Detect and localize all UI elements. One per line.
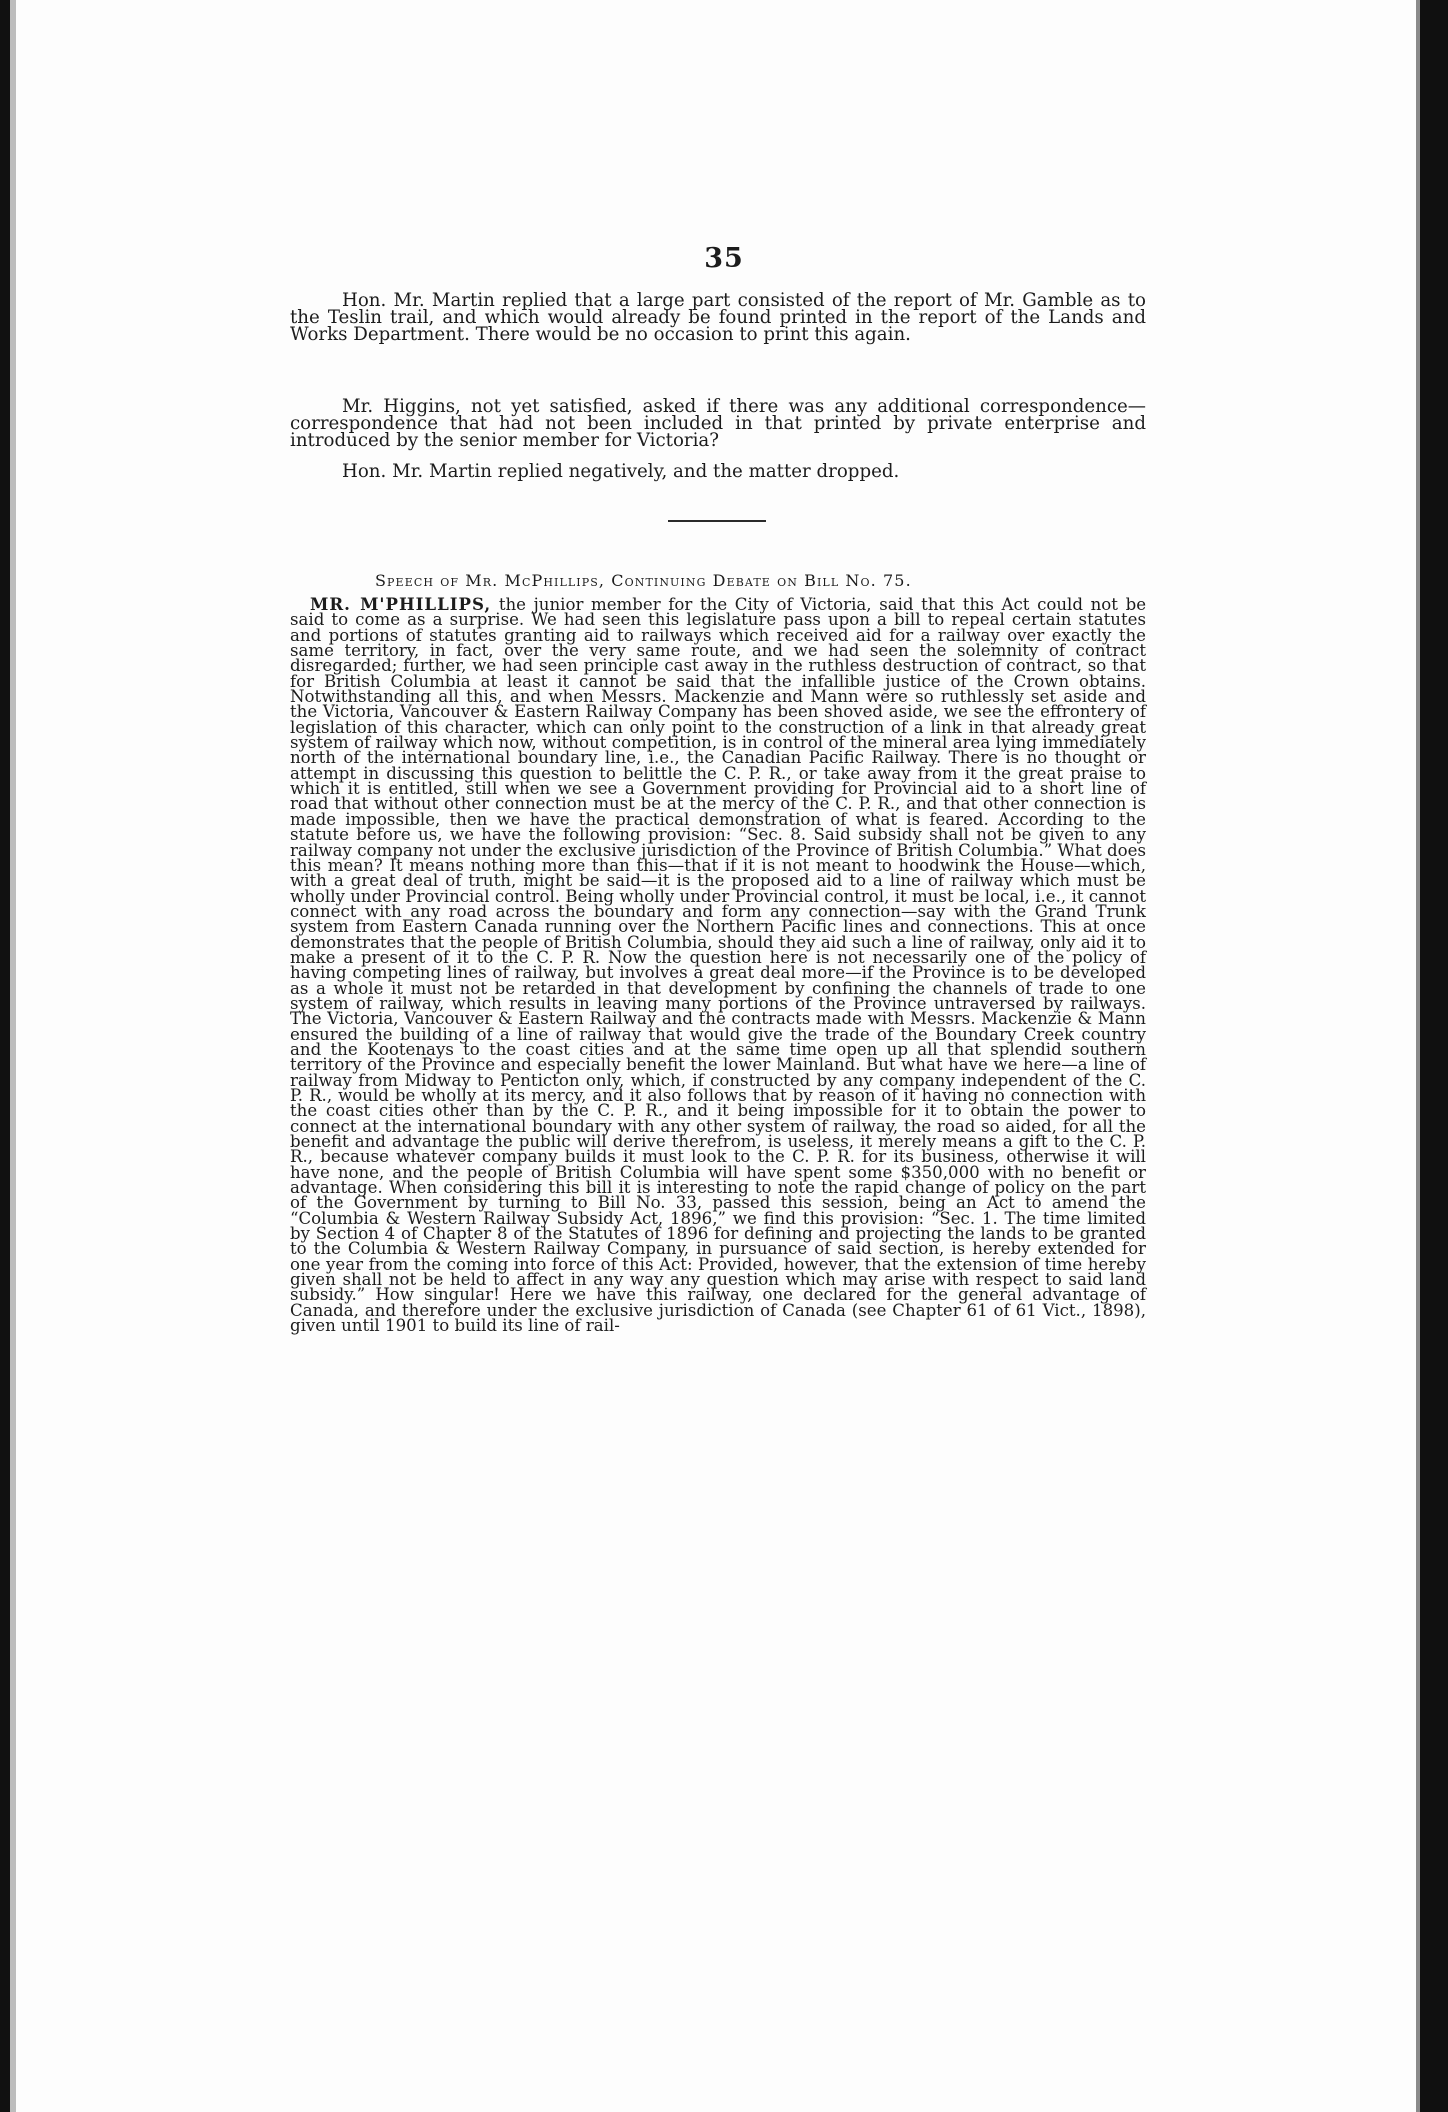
section-divider (668, 520, 766, 522)
paragraph-text: Mr. Higgins, not yet satisfied, asked if there was any additional correspondence—correspondence that had not been included in that printed by private enterprise and introduced by the senior member for Victoria? (290, 396, 1146, 451)
exchange-paragraph-1 (290, 292, 1146, 343)
binding-shadow-left (0, 0, 10, 2112)
page-number: 35 (704, 243, 744, 274)
speech-text: the junior member for the City of Victoria, said that this Act could not be said to come as a surprise. We had seen this legislature pass upon a bill to repeal certain statutes and portions of statutes granting aid to railways which received aid for a railway over exactly the same territory, in fact, over the very same route, and we had seen the solemnity of contract disregarded; further, we had seen principle cast away in the ruthless destruction of contract, so that for British Columbia at least it cannot be said that the infallible justice of the Crown obtains. Notwithstanding all this, and when Messrs. Mackenzie and Mann were so ruthlessly set aside and the Victoria, Vancouver & Eastern Railway Company has been shoved aside, we see the effrontery of legislation of this character, which can only point to the construction of a link in that already great system of railway which now, without competition, is in control of the mineral area lying immediately north of the international boundary line, i.e., the Canadian Pacific Railway. There is no thought or attempt in discussing this question to belittle the C. P. R., or take away from it the great praise to which it is entitled, still when we see a Government providing for Provincial aid to a short line of road that without other connection must be at the mercy of the C. P. R., and that other connection is made impossible, then we have the practical demonstration of what is feared. According to the statute before us, we have the following provision: “Sec. 8. Said subsidy shall not be given to any railway company not under the exclusive jurisdiction of the Province of British Columbia.” What does this mean? It means nothing more than this—that if it is not meant to hoodwink the House—which, with a great deal of truth, might be said—it is the proposed aid to a line of railway which must be wholly under Provincial control. Being wholly under Provincial control, it must be local, i.e., it cannot connect with any road across the boundary and form any connection—say with the Grand Trunk system from Eastern Canada running over the Northern Pacific lines and connections. This at once demonstrates that the people of British Columbia, should they aid such a line of railway, only aid it to make a present of it to the C. P. R. Now the question here is not necessarily one of the policy of having competing lines of railway, but involves a great deal more—if the Province is to be developed as a whole it must not be retarded in that development by confining the channels of trade to one system of railway, which results in leaving many portions of the Province untraversed by railways. The Victoria, Vancouver & Eastern Railway and the contracts made with Messrs. Mackenzie & Mann ensured the building of a line of railway that would give the trade of the Boundary Creek country and the Kootenays to the coast cities and at the same time open up all that splendid southern territory of the Province and especially benefit the lower Mainland. But what have we here—a line of railway from Midway to Penticton only, which, if constructed by any company independent of the C. P. R., would be wholly at its mercy, and it also follows that by reason of it having no connection with the coast cities other than by the C. P. R., and it being impossible for it to obtain the power to connect at the international boundary with any other system of railway, the road so aided, for all the benefit and advantage the public will derive therefrom, is useless, it merely means a gift to the C. P. R., because whatever company builds it must look to the C. P. R. for its business, otherwise it will have none, and the people of British Columbia will have spent some $350,000 with no benefit or advantage. When considering this bill it is interesting to note the rapid change of policy on the part of the Government by turning to Bill No. 33, passed this session, being an Act to amend the “Columbia & Western Railway Subsidy Act, 1896,” we find this provision: “Sec. 1. The time limited by Section 4 of Chapter 8 of the Statutes of 1896 for defining and projecting the lands to be granted to the Columbia & Western Railway Company, in pursuance of said section, is hereby extended for one year from the coming into force of this Act: Provided, however, that the extension of time hereby given shall not be held to affect in any way any question which may arise with respect to said land subsidy.” How singular! Here we have this railway, one declared for the general advantage of Canada, and therefore under the exclusive jurisdiction of Canada (see Chapter 61 of 61 Vict., 1898), given until 1901 to build its line of rail- (290, 595, 1147, 1336)
exchange-paragraph-3 (290, 463, 1146, 480)
exchange-paragraph-2 (290, 398, 1146, 449)
binding-edge-left (10, 0, 16, 2112)
scan-border-right (1420, 0, 1448, 2112)
speech-body (290, 594, 1147, 1336)
speech-paragraph (290, 594, 1147, 1336)
paragraph-text: Hon. Mr. Martin replied negatively, and the matter dropped. (342, 461, 900, 482)
speech-heading: Speech of Mr. McPhillips, Continuing Debate on Bill No. 75. (375, 571, 912, 590)
speaker-name: MR. M'PHILLIPS, (310, 594, 492, 614)
paragraph-text: Hon. Mr. Martin replied that a large part consisted of the report of Mr. Gamble as to the Teslin trail, and which would already be found printed in the report of the Lands and Works Department. There would be no occasion to print this again. (290, 290, 1146, 345)
